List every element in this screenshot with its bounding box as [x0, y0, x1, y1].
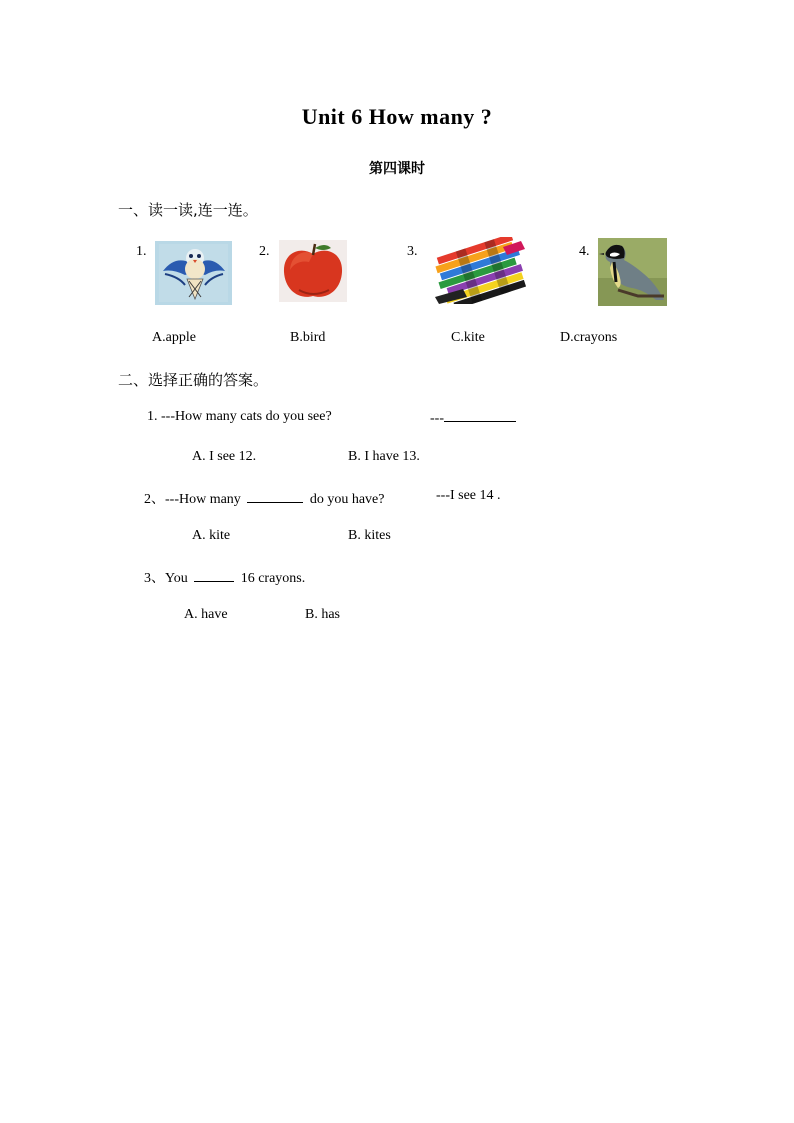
question-2-suffix: do you have?	[309, 492, 385, 507]
picture-number-2: 2.	[259, 244, 270, 259]
picture-number-1: 1.	[136, 244, 147, 259]
question-2	[144, 488, 384, 508]
section-2-heading: 二、选择正确的答案。	[118, 371, 269, 389]
question-2-blank[interactable]	[247, 490, 303, 503]
question-2-prefix: 2、---How many	[144, 492, 241, 507]
question-3-suffix: 16 crayons.	[240, 571, 306, 586]
question-2-option-b: B. kites	[348, 528, 391, 543]
lesson-subtitle: 第四课时	[369, 161, 425, 177]
question-3-option-b: B. has	[305, 607, 340, 622]
word-option-b: B.bird	[290, 330, 326, 345]
picture-number-3: 3.	[407, 244, 418, 259]
picture-number-4: 4.	[579, 244, 590, 259]
question-1: 1. ---How many cats do you see?	[147, 409, 332, 424]
bird-picture	[598, 238, 667, 306]
page-title: Unit 6 How many ?	[301, 104, 493, 129]
word-option-c: C.kite	[451, 330, 485, 345]
question-3-prefix: 3、You	[144, 571, 188, 586]
crayons-picture	[433, 237, 527, 304]
word-option-d: D.crayons	[560, 330, 618, 345]
word-option-a: A.apple	[152, 330, 196, 345]
question-3	[144, 567, 305, 587]
question-3-blank[interactable]	[194, 569, 234, 582]
question-2-reply: ---I see 14 .	[436, 488, 501, 503]
apple-picture	[279, 240, 347, 302]
question-1-option-b: B. I have 13.	[348, 449, 420, 464]
question-2-option-a: A. kite	[192, 528, 231, 543]
question-1-option-a: A. I see 12.	[192, 449, 257, 464]
question-1-answer-line	[430, 409, 516, 427]
question-3-option-a: A. have	[184, 607, 228, 622]
answer-prefix: ---	[430, 411, 444, 426]
kite-picture	[155, 241, 232, 305]
section-1-heading: 一、读一读,连一连。	[118, 201, 258, 219]
answer-blank[interactable]	[444, 409, 516, 422]
